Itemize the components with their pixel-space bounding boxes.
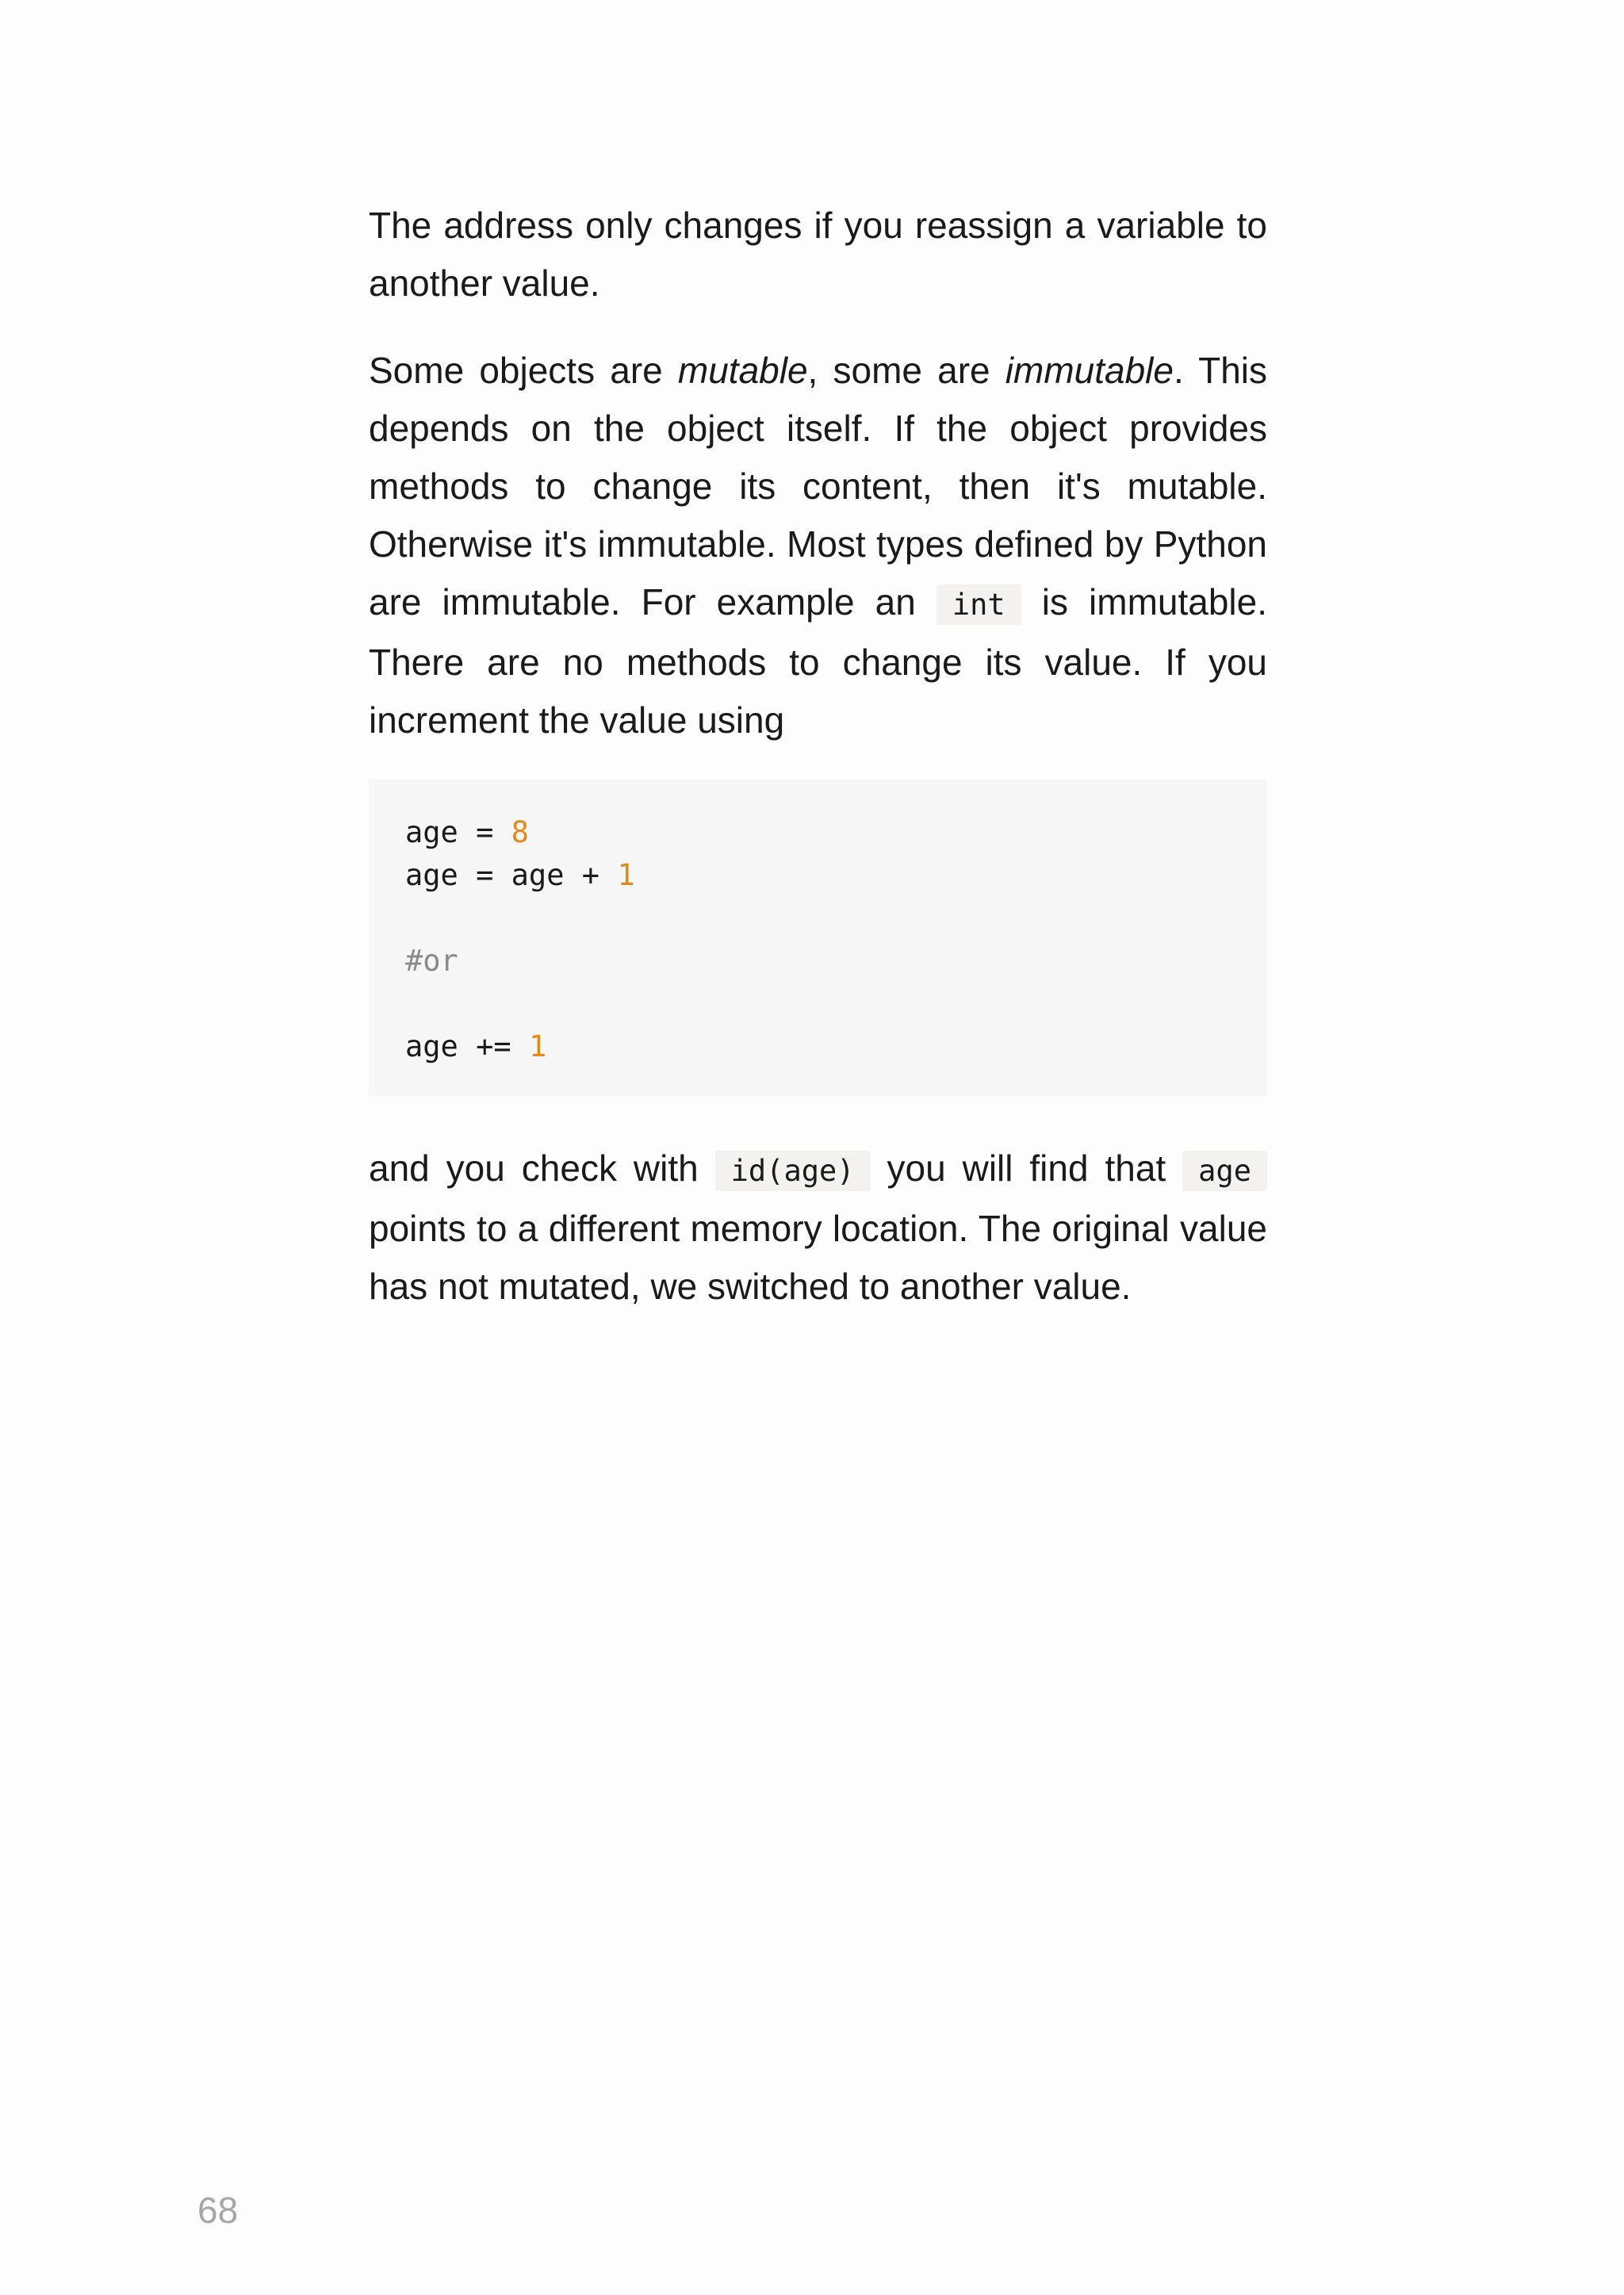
code-text: age += <box>405 1029 529 1063</box>
code-line-comment <box>405 940 1229 983</box>
paragraph-id-check <box>369 1140 1267 1316</box>
paragraph-mutability <box>369 342 1267 749</box>
emphasis-mutable: mutable <box>677 350 808 391</box>
code-block <box>369 780 1267 1097</box>
text-fragment: is immutable. There are no methods to change its value. If you increment the value using <box>369 581 1268 741</box>
page-number: 68 <box>197 2190 239 2231</box>
emphasis-immutable: immutable <box>1005 350 1174 391</box>
text-fragment: you will find that <box>870 1148 1183 1189</box>
text-fragment: and you check with <box>369 1148 715 1189</box>
page-content <box>369 197 1267 1316</box>
code-number: 1 <box>528 1029 547 1063</box>
code-line-1 <box>405 811 1229 854</box>
text-fragment: . This depends on the object itself. If the object provides methods to change its content, then it's mutable. Otherwise it's immutable. Most types defined by Python are immutable. For example an <box>369 350 1267 623</box>
code-number: 1 <box>617 858 635 892</box>
code-comment: #or <box>405 944 458 978</box>
code-line-2 <box>405 854 1229 897</box>
paragraph-text: The address only changes if you reassign a variable to another value. <box>369 205 1267 304</box>
code-line-blank <box>405 983 1229 1025</box>
text-fragment: points to a different memory location. The original value has not mutated, we switched to another value. <box>369 1208 1267 1307</box>
inline-code-int: int <box>936 584 1021 625</box>
code-text: age = <box>405 815 511 849</box>
inline-code-id-age: id(age) <box>715 1151 871 1191</box>
text-fragment: Some objects are <box>369 350 678 391</box>
inline-code-age: age <box>1182 1151 1267 1191</box>
paragraph-address <box>369 197 1267 312</box>
text-fragment: , some are <box>807 350 1005 391</box>
code-number: 8 <box>511 815 529 849</box>
code-line-6 <box>405 1025 1229 1068</box>
code-text: age = age + <box>405 858 618 892</box>
code-line-blank <box>405 897 1229 940</box>
